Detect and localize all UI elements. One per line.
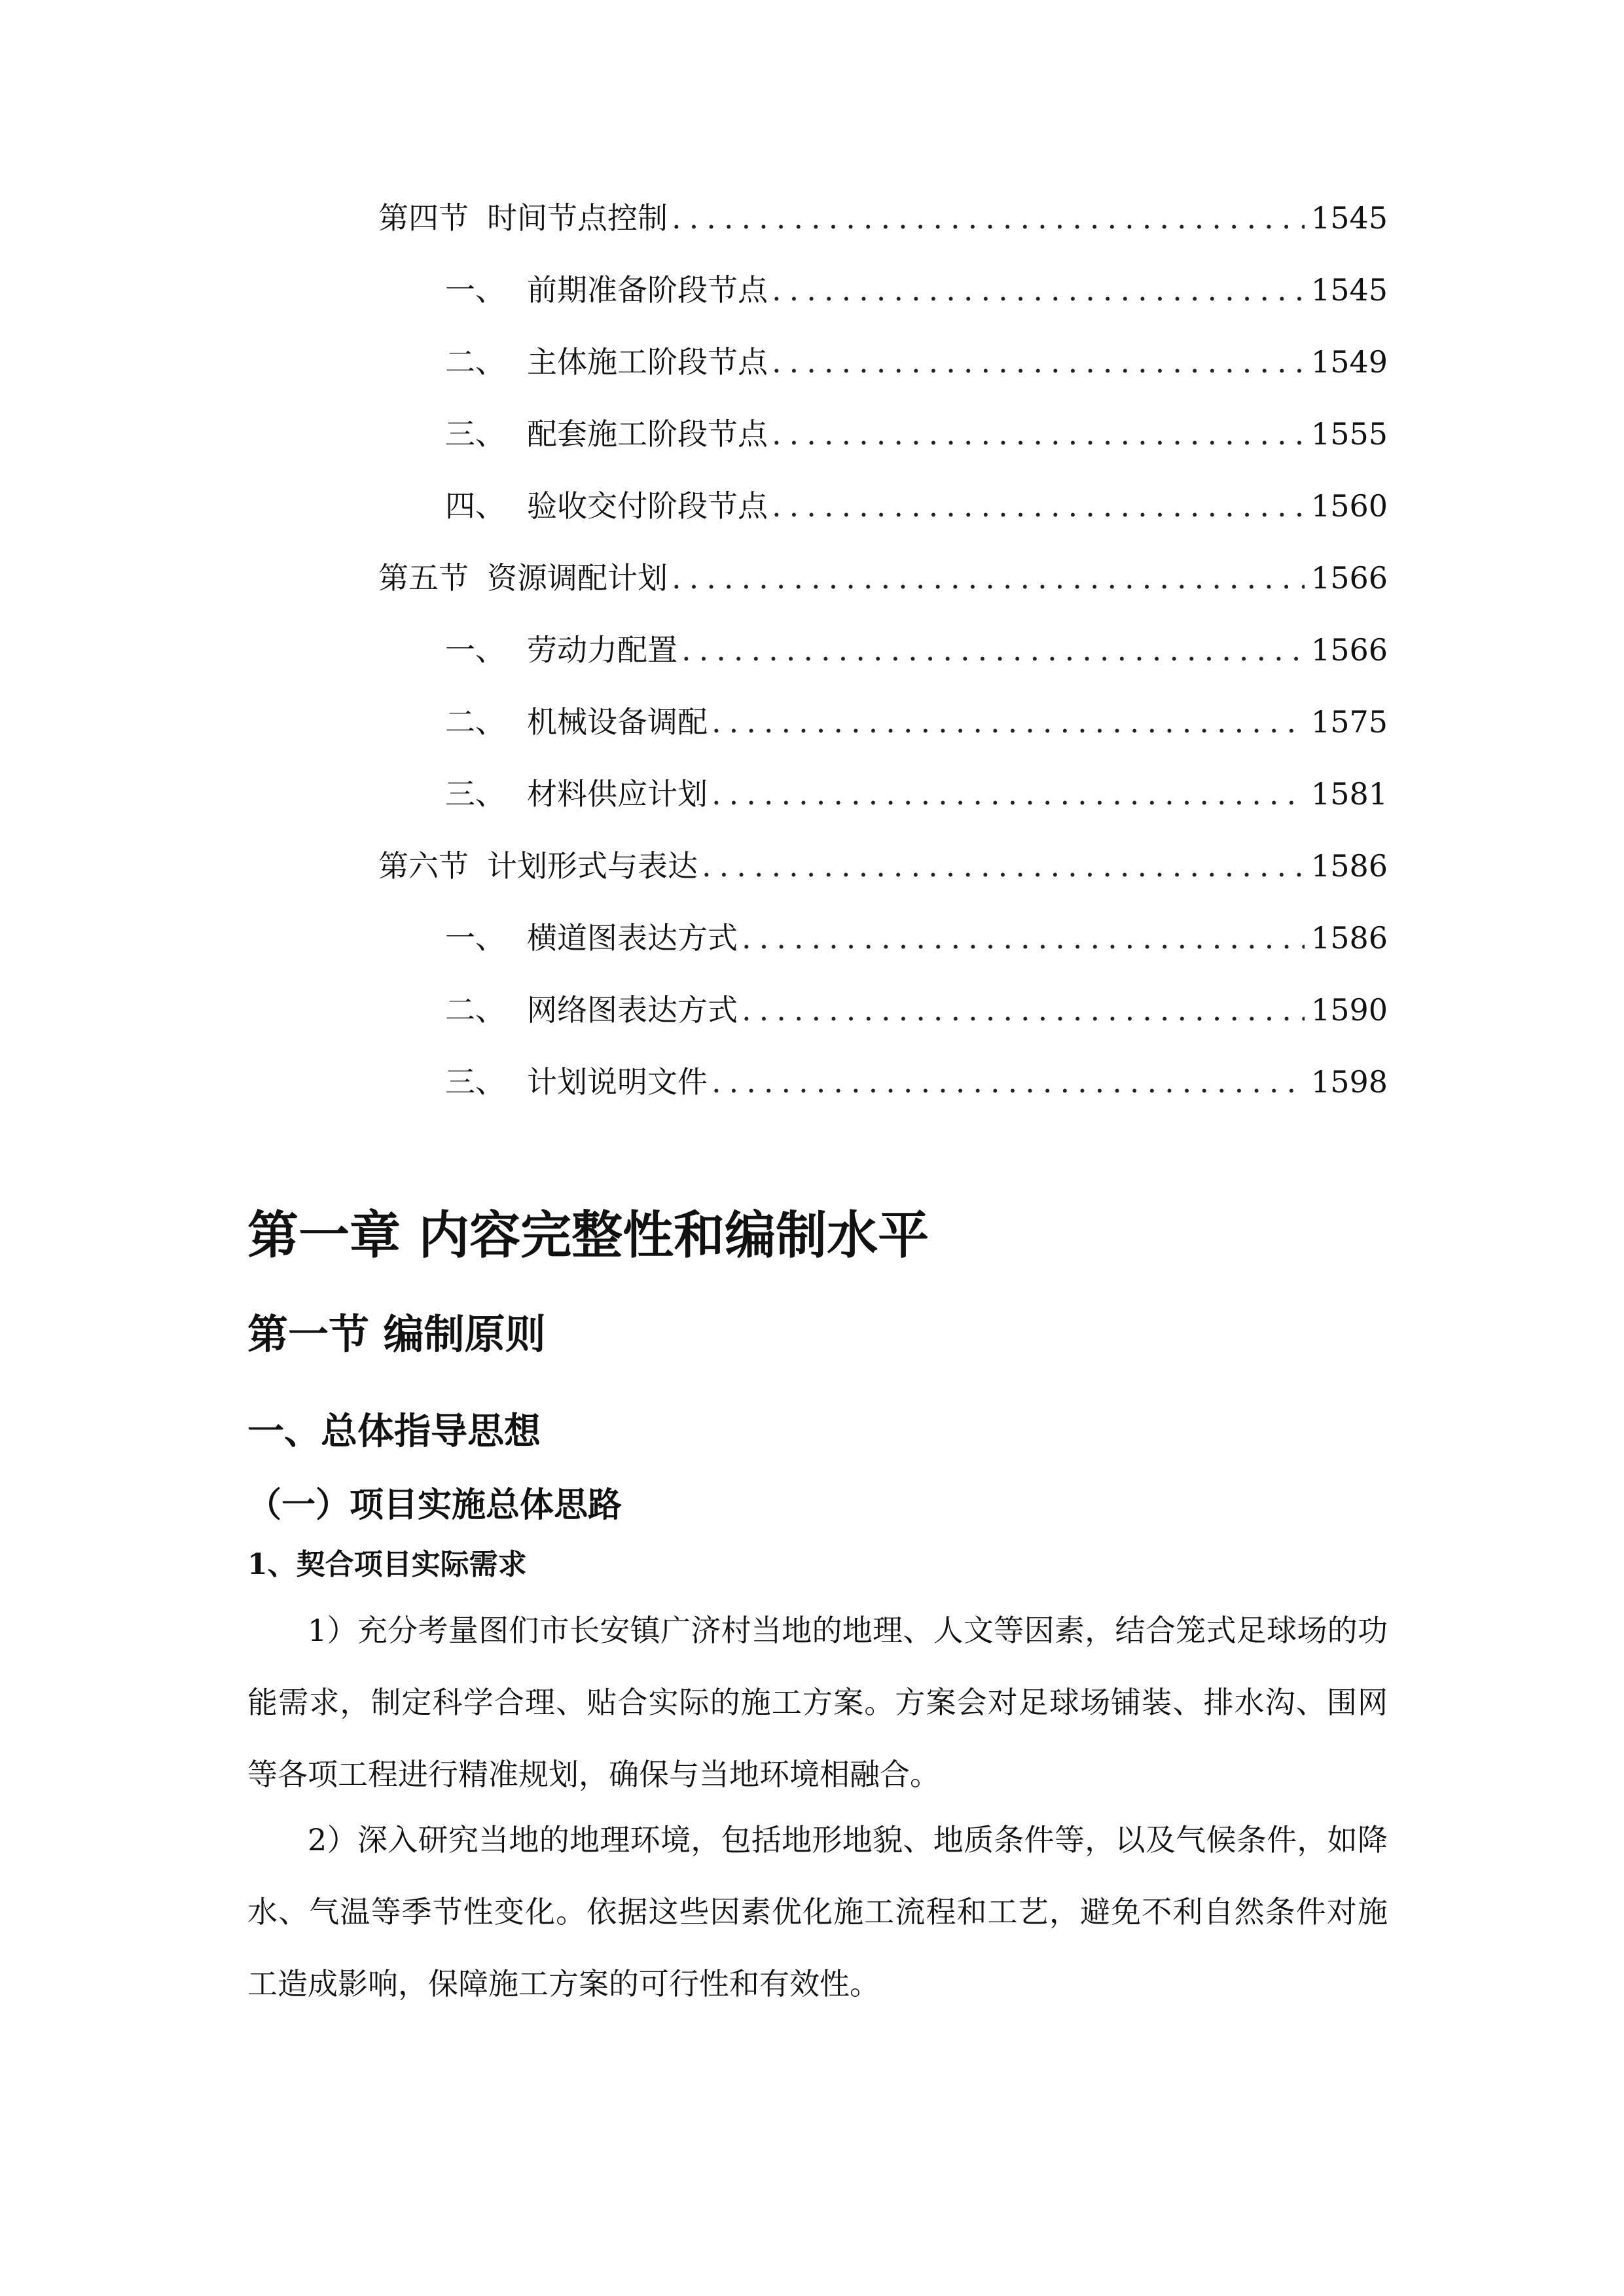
toc-entry[interactable] — [445, 771, 1388, 817]
toc-entry-number: 二、 — [445, 992, 505, 1028]
toc-leader-dots — [672, 195, 1305, 241]
toc-entry[interactable] — [445, 987, 1388, 1033]
toc-entry-number: 二、 — [445, 344, 505, 380]
toc-leader-dots — [772, 339, 1305, 385]
toc-entry-title: 网络图表达方式 — [527, 992, 738, 1028]
toc-entry-number: 一、 — [445, 920, 505, 956]
toc-entry-page: 1575 — [1310, 704, 1388, 740]
toc-leader-dots — [742, 987, 1305, 1033]
toc-entry-number: 三、 — [445, 1064, 505, 1100]
toc-entry[interactable] — [445, 1059, 1388, 1105]
toc-leader-dots — [712, 699, 1305, 745]
toc-entry-page: 1566 — [1310, 560, 1388, 596]
toc-entry-title: 材料供应计划 — [527, 776, 708, 812]
toc-entry[interactable] — [445, 339, 1388, 385]
toc-entry-page: 1560 — [1310, 488, 1388, 524]
toc-entry-number: 第六节 — [378, 848, 469, 884]
toc-entry-title: 计划形式与表达 — [487, 848, 698, 884]
toc-leader-dots — [742, 915, 1305, 961]
toc-leader-dots — [681, 627, 1305, 673]
toc-entry-title: 时间节点控制 — [487, 200, 668, 236]
toc-entry-number: 四、 — [445, 488, 505, 524]
toc-entry-page: 1545 — [1310, 272, 1388, 308]
toc-entry-number: 三、 — [445, 776, 505, 812]
toc-entry-title: 配套施工阶段节点 — [527, 416, 768, 452]
toc-entry-title: 验收交付阶段节点 — [527, 488, 768, 524]
body-paragraph: 2）深入研究当地的地理环境，包括地形地貌、地质条件等，以及气候条件，如降水、气温等季节性变化。依据这些因素优化施工流程和工艺，避免不利自然条件对施工造成影响，保障施工方案的可行性和有效性。 — [247, 1822, 1388, 2001]
toc-entry[interactable] — [445, 267, 1388, 313]
section-title: 第一节 编制原则 — [247, 1310, 546, 1358]
toc-entry-title: 前期准备阶段节点 — [527, 272, 768, 308]
toc-leader-dots — [712, 1059, 1305, 1105]
toc-entry[interactable] — [445, 411, 1388, 457]
toc-leader-dots — [702, 843, 1305, 889]
toc-entry-title: 横道图表达方式 — [527, 920, 738, 956]
chapter-title: 第一章 内容完整性和编制水平 — [247, 1206, 929, 1265]
subsection-title: 一、总体指导思想 — [247, 1410, 541, 1453]
toc-entry-page: 1581 — [1310, 776, 1388, 812]
toc-entry[interactable] — [445, 627, 1388, 673]
toc-entry[interactable] — [445, 915, 1388, 961]
toc-entry-number: 三、 — [445, 416, 505, 452]
toc-entry-number: 二、 — [445, 704, 505, 740]
toc-entry-page: 1566 — [1310, 632, 1388, 668]
toc-entry-title: 劳动力配置 — [527, 632, 677, 668]
item-title: 1、契合项目实际需求 — [247, 1548, 527, 1581]
subsubsection-title: （一）项目实施总体思路 — [247, 1485, 623, 1525]
body-paragraph: 1）充分考量图们市长安镇广济村当地的地理、人文等因素，结合笼式足球场的功能需求，制定科学合理、贴合实际的施工方案。方案会对足球场铺装、排水沟、围网等各项工程进行精准规划，确保与当地环境相融合。 — [247, 1613, 1388, 1792]
toc-leader-dots — [712, 771, 1305, 817]
toc-entry-page: 1586 — [1310, 920, 1388, 956]
toc-entry-number: 一、 — [445, 272, 505, 308]
toc-entry-title: 计划说明文件 — [527, 1064, 708, 1100]
toc-leader-dots — [672, 555, 1305, 601]
toc-entry[interactable] — [378, 843, 1388, 889]
toc-entry-page: 1555 — [1310, 416, 1388, 452]
toc-entry-title: 机械设备调配 — [527, 704, 708, 740]
toc-entry-page: 1590 — [1310, 992, 1388, 1028]
toc-entry[interactable] — [378, 555, 1388, 601]
toc-entry[interactable] — [378, 195, 1388, 241]
toc-entry-number: 第四节 — [378, 200, 469, 236]
toc-entry-page: 1598 — [1310, 1064, 1388, 1100]
toc-entry-page: 1586 — [1310, 848, 1388, 884]
toc-entry[interactable] — [445, 699, 1388, 745]
toc-entry-number: 一、 — [445, 632, 505, 668]
toc-entry-page: 1549 — [1310, 344, 1388, 380]
toc-leader-dots — [772, 267, 1305, 313]
toc-entry-number: 第五节 — [378, 560, 469, 596]
toc-entry-title: 主体施工阶段节点 — [527, 344, 768, 380]
toc-entry[interactable] — [445, 483, 1388, 529]
toc-leader-dots — [772, 411, 1305, 457]
toc-leader-dots — [772, 483, 1305, 529]
toc-entry-page: 1545 — [1310, 200, 1388, 236]
toc-entry-title: 资源调配计划 — [487, 560, 668, 596]
